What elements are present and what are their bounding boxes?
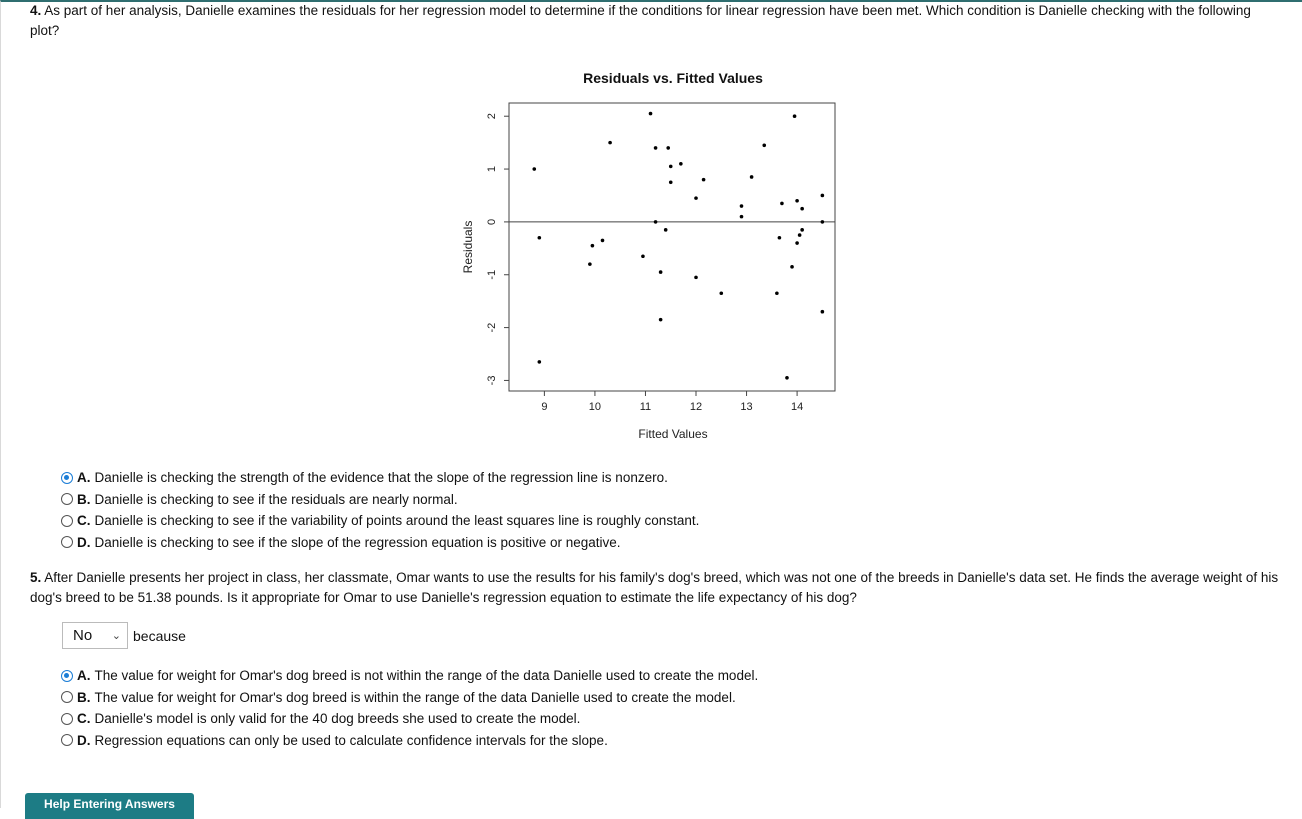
x-tick-label: 11 bbox=[639, 401, 652, 413]
data-point bbox=[800, 207, 804, 211]
question4-option-a[interactable] bbox=[61, 467, 699, 489]
data-point bbox=[666, 146, 670, 150]
question-5-text: After Danielle presents her project in class, her classmate, Omar wants to use the results for his family's dog's breed, which was not one of the breeds in Danielle's data set. He finds the average weight of his dog's breed to be 51.38 pounds. Is it appropriate for Omar to use Danielle's regression equation to estimate the life expectancy of his dog? bbox=[30, 570, 1279, 605]
select-value: No bbox=[73, 627, 93, 644]
answer-select-row bbox=[62, 622, 186, 649]
option-text: The value for weight for Omar's dog breed is not within the range of the data Danielle used to create the model. bbox=[94, 668, 759, 684]
y-tick-label: 0 bbox=[486, 218, 498, 225]
data-point bbox=[778, 236, 782, 240]
yes-no-select[interactable] bbox=[62, 622, 128, 649]
option-letter: D. bbox=[77, 534, 91, 550]
option-letter: B. bbox=[77, 491, 91, 507]
data-point bbox=[669, 165, 673, 169]
data-point bbox=[664, 228, 668, 232]
option-text: Danielle is checking to see if the variability of points around the least squares line is roughly constant. bbox=[94, 513, 700, 529]
chart-title: Residuals vs. Fitted Values bbox=[583, 70, 763, 86]
option-letter: A. bbox=[77, 668, 91, 684]
radio-button[interactable] bbox=[61, 713, 73, 725]
chevron-down-icon: ⌄ bbox=[111, 630, 121, 642]
x-axis-label: Fitted Values bbox=[638, 427, 708, 441]
data-point bbox=[750, 175, 754, 179]
option-text: Regression equations can only be used to calculate confidence intervals for the slope. bbox=[94, 732, 608, 748]
data-point bbox=[798, 233, 802, 237]
question5-option-c[interactable] bbox=[61, 708, 758, 730]
x-tick-label: 10 bbox=[588, 401, 602, 413]
data-point bbox=[775, 291, 779, 295]
plot-box bbox=[509, 103, 835, 391]
option-letter: A. bbox=[77, 470, 91, 486]
y-tick-label: -3 bbox=[486, 375, 498, 386]
question-4-number: 4. bbox=[30, 3, 42, 18]
question4-option-b[interactable] bbox=[61, 489, 699, 511]
radio-button[interactable] bbox=[61, 536, 73, 548]
data-point bbox=[659, 270, 663, 274]
question-4-text: As part of her analysis, Danielle examines the residuals for her regression model to determine if the conditions for linear regression have been met. Which condition is Danielle checking with the following plot? bbox=[30, 3, 1251, 38]
option-text: Danielle is checking to see if the residuals are nearly normal. bbox=[94, 491, 458, 507]
question-5-options bbox=[61, 665, 758, 751]
y-tick-label: 2 bbox=[486, 113, 498, 120]
data-point bbox=[641, 254, 645, 258]
data-point bbox=[591, 244, 595, 248]
data-point bbox=[821, 310, 825, 314]
data-point bbox=[601, 239, 605, 243]
x-tick-label: 14 bbox=[790, 401, 804, 413]
data-point bbox=[654, 146, 658, 150]
data-point bbox=[719, 291, 723, 295]
option-letter: C. bbox=[77, 711, 91, 727]
y-tick-label: -1 bbox=[486, 269, 498, 280]
radio-button[interactable] bbox=[61, 734, 73, 746]
residual-plot bbox=[445, 65, 845, 453]
question4-option-d[interactable] bbox=[61, 532, 699, 554]
x-tick-label: 13 bbox=[740, 401, 753, 413]
data-points bbox=[532, 112, 824, 380]
data-point bbox=[795, 241, 799, 245]
data-point bbox=[694, 196, 698, 200]
data-point bbox=[532, 167, 536, 171]
question-4-options bbox=[61, 467, 699, 553]
y-tick-label: -2 bbox=[486, 322, 498, 333]
question5-option-d[interactable] bbox=[61, 730, 758, 752]
help-entering-answers-button[interactable]: Help Entering Answers bbox=[25, 793, 194, 819]
y-axis-label: Residuals bbox=[461, 220, 475, 274]
y-tick-label: 1 bbox=[486, 165, 498, 173]
radio-button[interactable] bbox=[61, 472, 73, 484]
option-text: Danielle's model is only valid for the 40 dog breeds she used to create the model. bbox=[94, 711, 581, 727]
question4-option-c[interactable] bbox=[61, 510, 699, 532]
data-point bbox=[790, 265, 794, 269]
x-tick-label: 9 bbox=[541, 401, 548, 413]
radio-button[interactable] bbox=[61, 670, 73, 682]
option-letter: C. bbox=[77, 513, 91, 529]
data-point bbox=[821, 220, 825, 224]
data-point bbox=[649, 112, 653, 116]
x-axis bbox=[541, 391, 803, 413]
radio-button[interactable] bbox=[61, 691, 73, 703]
question-5-number: 5. bbox=[30, 570, 42, 585]
residual-plot-svg bbox=[445, 65, 845, 450]
data-point bbox=[780, 202, 784, 206]
question-5 bbox=[30, 568, 1295, 608]
question5-option-a[interactable] bbox=[61, 665, 758, 687]
because-label: because bbox=[133, 627, 186, 644]
data-point bbox=[740, 215, 744, 219]
data-point bbox=[740, 204, 744, 208]
radio-button[interactable] bbox=[61, 493, 73, 505]
data-point bbox=[654, 220, 658, 224]
data-point bbox=[762, 143, 766, 147]
option-letter: D. bbox=[77, 732, 91, 748]
data-point bbox=[821, 194, 825, 198]
option-text: Danielle is checking to see if the slope of the regression equation is positive or negative. bbox=[94, 534, 621, 550]
data-point bbox=[679, 162, 683, 166]
option-text: Danielle is checking the strength of the evidence that the slope of the regression line is nonzero. bbox=[94, 470, 668, 486]
data-point bbox=[793, 114, 797, 118]
data-point bbox=[795, 199, 799, 203]
x-tick-label: 12 bbox=[689, 401, 703, 413]
data-point bbox=[659, 318, 663, 322]
option-letter: B. bbox=[77, 689, 91, 705]
y-axis bbox=[486, 113, 509, 385]
data-point bbox=[694, 276, 698, 280]
data-point bbox=[538, 360, 542, 364]
data-point bbox=[608, 141, 612, 145]
data-point bbox=[669, 180, 673, 184]
data-point bbox=[538, 236, 542, 240]
data-point bbox=[588, 262, 592, 266]
data-point bbox=[800, 228, 804, 232]
data-point bbox=[702, 178, 706, 182]
data-point bbox=[785, 376, 789, 380]
question-4 bbox=[30, 1, 1260, 41]
question5-option-b[interactable] bbox=[61, 687, 758, 709]
radio-button[interactable] bbox=[61, 515, 73, 527]
option-text: The value for weight for Omar's dog breed is within the range of the data Danielle used to create the model. bbox=[94, 689, 736, 705]
